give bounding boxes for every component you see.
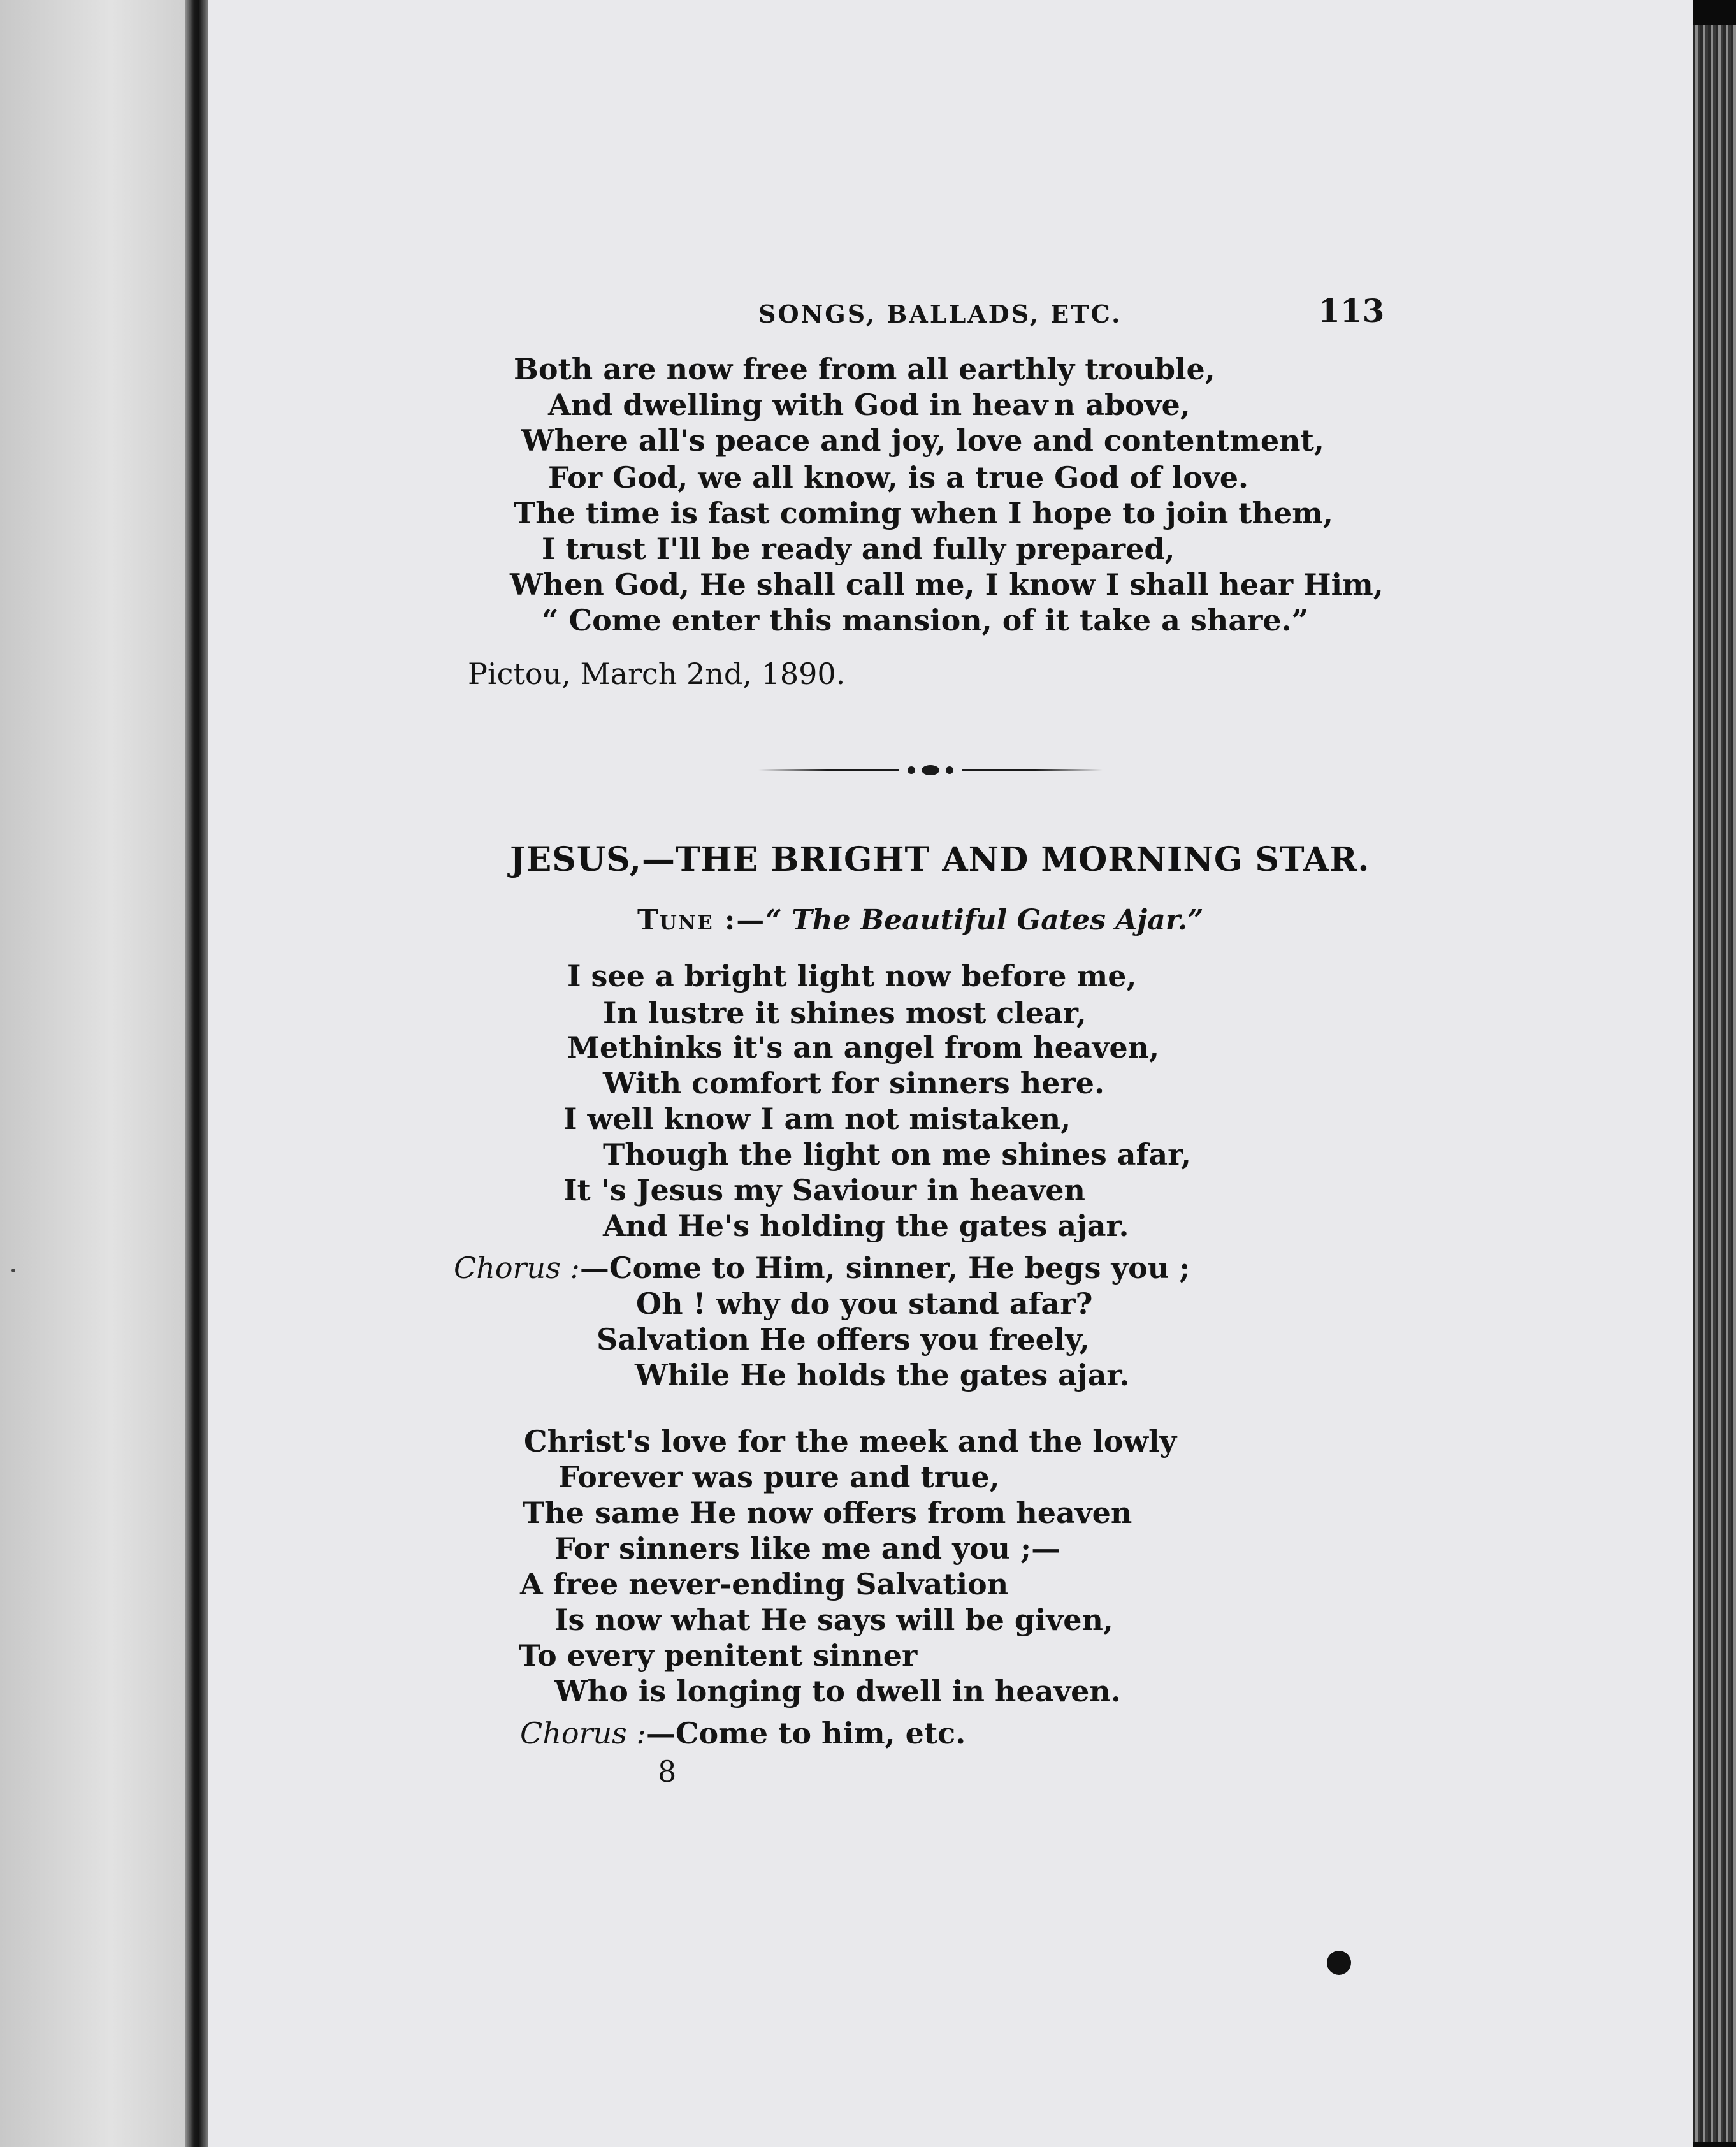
verse1-line: With comfort for sinners here. <box>603 1066 1104 1100</box>
chorus-label: Chorus : <box>454 1251 580 1285</box>
poem1-line: Where all's peace and joy, love and contentment, <box>521 423 1324 458</box>
verse1-line: In lustre it shines most clear, <box>603 996 1087 1030</box>
verse2-line: A free never-ending Salvation <box>520 1567 1009 1601</box>
ink-spot <box>1327 1951 1351 1975</box>
chorus-line: Oh ! why do you stand afar? <box>636 1286 1093 1321</box>
signature-mark: 8 <box>658 1754 677 1789</box>
book-gutter <box>185 0 208 2147</box>
tune-label: Tune :— <box>637 904 766 936</box>
verse1-line: And He's holding the gates ajar. <box>603 1209 1129 1243</box>
verse2-line: To every penitent sinner <box>519 1638 918 1673</box>
verse1-line: Methinks it's an angel from heaven, <box>567 1030 1160 1065</box>
verse2-line: The same He now offers from heaven <box>523 1496 1132 1530</box>
poem1-line: Both are now free from all earthly trouble, <box>514 352 1215 386</box>
ornamental-divider <box>758 762 1103 778</box>
verse2-line: Is now what He says will be given, <box>554 1603 1113 1637</box>
verse2-line: For sinners like me and you ;— <box>554 1531 1061 1566</box>
verse1-line: I well know I am not mistaken, <box>563 1102 1071 1136</box>
chorus-repeat <box>520 1716 966 1750</box>
verse2-line: Who is longing to dwell in heaven. <box>554 1674 1121 1708</box>
verse1-line: It 's Jesus my Saviour in heaven <box>563 1173 1085 1207</box>
verse2-line: Forever was pure and true, <box>558 1460 1000 1494</box>
tune-line <box>637 904 1204 936</box>
chorus-text: —Come to Him, sinner, He begs you ; <box>579 1251 1190 1285</box>
verse1-line: I see a bright light now before me, <box>567 959 1137 993</box>
ink-speck <box>11 1269 15 1272</box>
poem1-line: When God, He shall call me, I know I shall hear Him, <box>510 567 1384 602</box>
page-stack-edge <box>1693 25 1736 2142</box>
chorus-line <box>454 1253 1190 1283</box>
left-page-edge <box>0 0 185 2147</box>
poem1-line: I trust I'll be ready and fully prepared, <box>542 532 1175 566</box>
verse2-line: Christ's love for the meek and the lowly <box>524 1424 1177 1459</box>
place-date: Pictou, March 2nd, 1890. <box>468 657 846 691</box>
poem1-line: “ Come enter this mansion, of it take a share.” <box>542 603 1309 637</box>
chorus-repeat-text: —Come to him, etc. <box>646 1716 966 1750</box>
chorus-line: While He holds the gates ajar. <box>635 1358 1130 1392</box>
song-title: JESUS,—THE BRIGHT AND MORNING STAR. <box>510 840 1370 879</box>
tune-name: “ The Beautiful Gates Ajar.” <box>765 904 1204 936</box>
poem1-line: And dwelling with God in heav n above, <box>548 388 1190 422</box>
verse1-line: Though the light on me shines afar, <box>603 1137 1192 1172</box>
running-head: SONGS, BALLADS, ETC. <box>758 300 1122 328</box>
poem1-line: For God, we all know, is a true God of love. <box>548 460 1248 495</box>
page-number: 113 <box>1318 292 1385 330</box>
poem1-line: The time is fast coming when I hope to join them, <box>514 496 1333 530</box>
chorus-repeat-label: Chorus : <box>520 1716 646 1750</box>
chorus-line: Salvation He offers you freely, <box>597 1322 1090 1357</box>
